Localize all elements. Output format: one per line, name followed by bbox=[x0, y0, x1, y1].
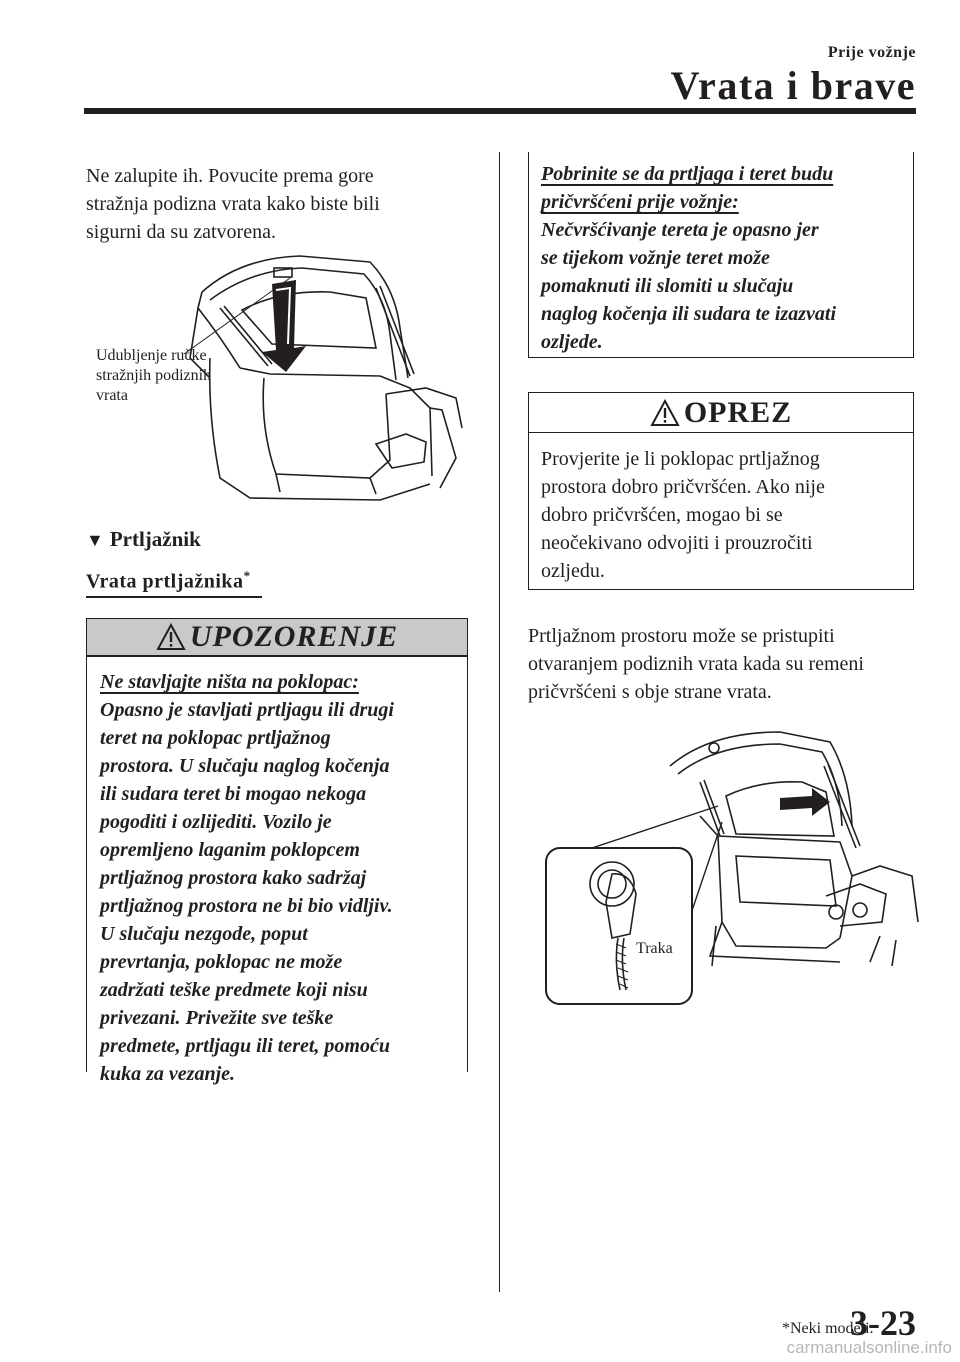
section-heading bbox=[86, 527, 201, 552]
page-number: 3-23 bbox=[850, 1303, 916, 1343]
caution-box bbox=[528, 392, 914, 590]
warning-line: prtljažnog prostora ne bi bio vidljiv. bbox=[100, 895, 393, 917]
cargo-warning-heading: Pobrinite se da prtljaga i teret budu bbox=[541, 163, 834, 185]
body-line: otvaranjem podiznih vrata kada su remeni bbox=[528, 653, 864, 675]
cargo-warning-line: naglog kočenja ili sudara te izazvati bbox=[541, 303, 837, 325]
caution-line: Provjerite je li poklopac prtljažnog bbox=[541, 448, 820, 470]
cargo-warning-heading: pričvršćeni prije vožnje: bbox=[541, 191, 739, 213]
warning-line: predmete, prtljagu ili teret, pomoću bbox=[100, 1035, 390, 1057]
intro-line: sigurni da su zatvorena. bbox=[86, 221, 276, 243]
warning-line: U slučaju nezgode, poput bbox=[100, 923, 308, 945]
watermark: carmanualsonline.info bbox=[786, 1338, 952, 1357]
warning-line: teret na poklopac prtljažnog bbox=[100, 727, 331, 749]
warning-line: ili sudara teret bi mogao nekoga bbox=[100, 783, 367, 805]
warning-border-right bbox=[467, 656, 468, 1072]
trunk-strap-figure bbox=[540, 726, 920, 1008]
figure1-label-line: Udubljenje ručke bbox=[96, 347, 207, 364]
section-heading-text: Prtljažnik bbox=[109, 527, 201, 551]
cargo-warning-line: ozljede. bbox=[541, 331, 603, 353]
subsection-rule bbox=[86, 596, 262, 598]
caution-line: prostora dobro pričvršćen. Ako nije bbox=[541, 476, 825, 498]
warning-line: prevrtanja, poklopac ne može bbox=[100, 951, 343, 973]
cargo-warning-box bbox=[528, 152, 914, 358]
warning-line: privezani. Privežite sve teške bbox=[100, 1007, 334, 1029]
warning-title: UPOZORENJE bbox=[189, 620, 399, 653]
warning-border-left bbox=[86, 656, 87, 1072]
page-title: Vrata i brave bbox=[670, 63, 916, 108]
header-rule bbox=[84, 108, 916, 114]
caution-line: ozljedu. bbox=[541, 560, 605, 582]
caution-header bbox=[529, 393, 913, 433]
subsection-text: Vrata prtljažnika bbox=[86, 570, 244, 593]
triangle-marker-icon: ▼ bbox=[86, 530, 104, 550]
warning-heading: Ne stavljajte ništa na poklopac: bbox=[100, 671, 359, 693]
cargo-warning-line: se tijekom vožnje teret može bbox=[541, 247, 770, 269]
liftgate-figure bbox=[180, 248, 470, 506]
warning-line: Opasno je stavljati prtljagu ili drugi bbox=[100, 699, 394, 721]
warning-triangle-icon bbox=[156, 623, 186, 651]
warning-line: pogoditi i ozlijediti. Vozilo je bbox=[100, 811, 332, 833]
figure1-label-line: stražnjih podiznih bbox=[96, 367, 212, 384]
subsection-heading bbox=[86, 568, 251, 594]
warning-line: kuka za vezanje. bbox=[100, 1063, 235, 1085]
caution-line: neočekivano odvojiti i prouzročiti bbox=[541, 532, 813, 554]
cargo-warning-line: Nečvršćivanje tereta je opasno jer bbox=[541, 219, 819, 241]
footnote: *Neki modeli. bbox=[782, 1320, 874, 1337]
header-section: Prije vožnje bbox=[827, 44, 916, 61]
warning-body bbox=[100, 668, 456, 1088]
subsection-mark: * bbox=[243, 568, 251, 583]
strap-label: Traka bbox=[636, 940, 673, 957]
warning-header bbox=[86, 618, 468, 656]
body-line: Prtljažnom prostoru može se pristupiti bbox=[528, 625, 835, 647]
warning-line: opremljeno laganim poklopcem bbox=[100, 839, 360, 861]
warning-line: prtljažnog prostora kako sadržaj bbox=[100, 867, 367, 889]
warning-rule bbox=[86, 656, 468, 657]
intro-line: Ne zalupite ih. Povucite prema gore bbox=[86, 165, 374, 187]
column-divider bbox=[499, 152, 500, 1292]
intro-line: stražnja podizna vrata kako biste bili bbox=[86, 193, 380, 215]
caution-line: dobro pričvršćen, mogao bi se bbox=[541, 504, 783, 526]
figure1-label-line: vrata bbox=[96, 387, 128, 404]
caution-body bbox=[541, 445, 901, 585]
cargo-warning-text bbox=[541, 160, 905, 356]
warning-line: zadržati teške predmete koji nisu bbox=[100, 979, 368, 1001]
warning-box bbox=[86, 618, 468, 1085]
caution-title: OPREZ bbox=[683, 395, 793, 429]
warning-triangle-icon bbox=[650, 399, 680, 427]
warning-line: prostora. U slučaju naglog kočenja bbox=[100, 755, 390, 777]
cargo-warning-line: pomaknuti ili slomiti u slučaju bbox=[541, 275, 794, 297]
body-line: pričvršćeni s obje strane vrata. bbox=[528, 681, 772, 703]
